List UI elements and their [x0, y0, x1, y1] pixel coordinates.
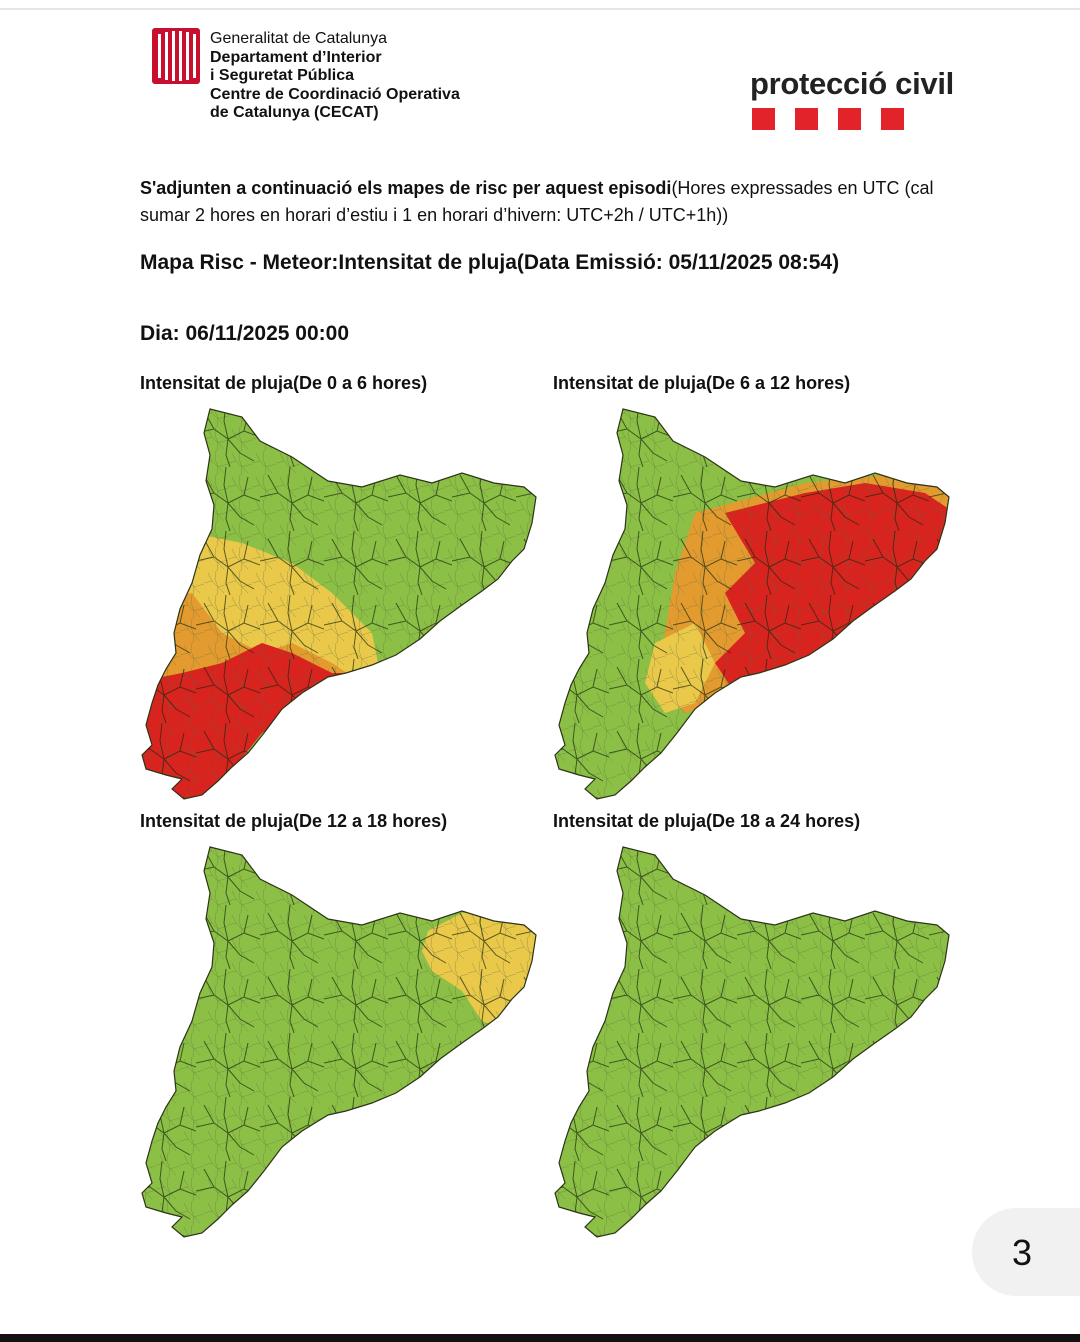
pc-title: protecció civil	[750, 66, 954, 101]
page-number: 3	[1012, 1232, 1033, 1273]
pc-squares-icon	[752, 108, 954, 130]
map-panel-4	[545, 841, 985, 1251]
gen-line-3: i Seguretat Pública	[210, 67, 355, 84]
day-label: Dia: 06/11/2025 00:00	[140, 322, 349, 345]
gen-line-1: Generalitat de Catalunya	[210, 30, 387, 47]
top-divider	[0, 8, 1080, 10]
gen-line-4: Centre de Coordinació Operativa	[210, 85, 460, 103]
map-panel-3	[132, 841, 572, 1251]
intro-text	[140, 175, 960, 229]
gen-line-2: Departament d’Interior	[210, 48, 382, 66]
panel-label-2: Intensitat de pluja(De 6 a 12 hores)	[553, 373, 851, 393]
map-panel-2	[545, 403, 985, 813]
intro-bold: S'adjunten a continuació els mapes de risc per aquest episodi	[140, 178, 672, 198]
bottom-bar	[0, 1334, 1080, 1342]
proteccio-civil-logo	[750, 66, 954, 130]
gen-line-5: de Catalunya (CECAT)	[210, 104, 379, 121]
map-panel-1	[132, 403, 572, 813]
generalitat-header	[210, 30, 460, 123]
panel-label-1: Intensitat de pluja(De 0 a 6 hores)	[140, 373, 428, 393]
map-title: Mapa Risc - Meteor:Intensitat de pluja(Data Emissió: 05/11/2025 08:54)	[140, 251, 840, 274]
generalitat-logo-icon	[152, 28, 200, 84]
panel-label-4: Intensitat de pluja(De 18 a 24 hores)	[553, 811, 861, 831]
panel-label-3: Intensitat de pluja(De 12 a 18 hores)	[140, 811, 448, 831]
intro-normal: (Hores expressades en UTC (cal sumar 2 hores en horari d’estiu i 1 en horari d’hivern: UTC+2h / UTC+1h))	[140, 178, 934, 225]
